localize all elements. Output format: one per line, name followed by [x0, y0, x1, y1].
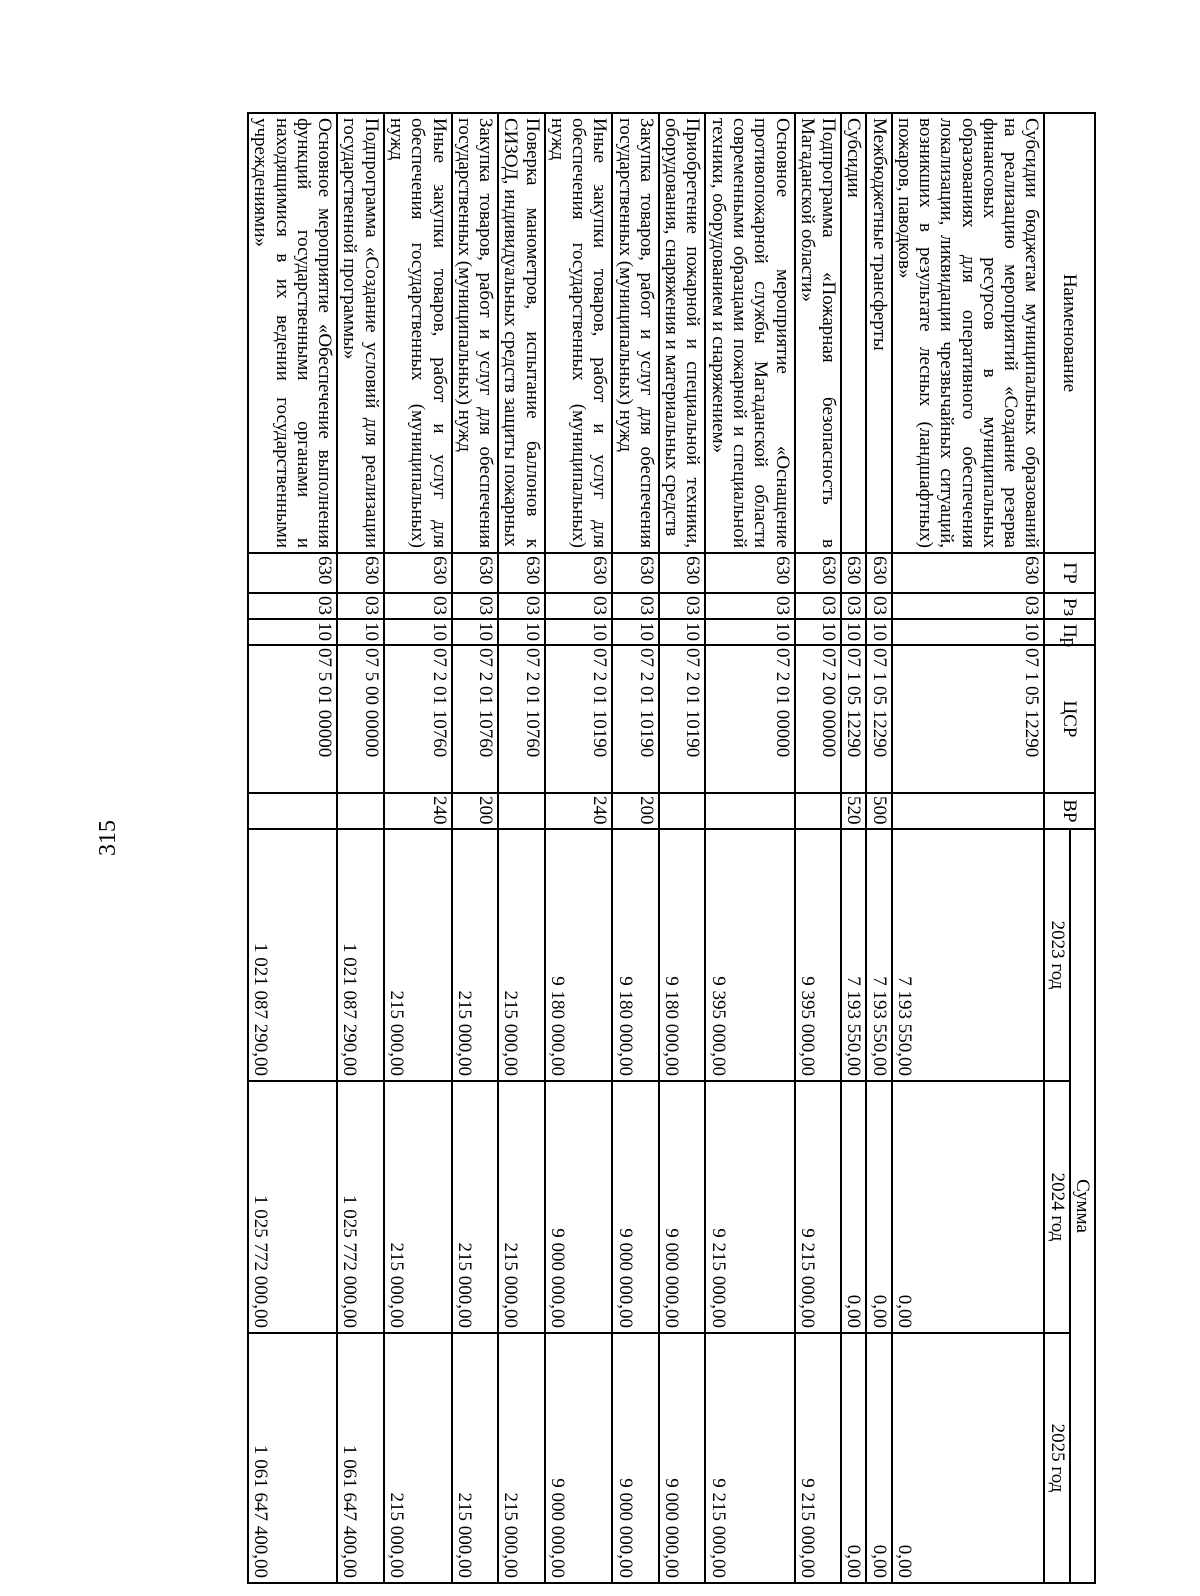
cell-pr: 10 — [795, 619, 842, 645]
table-row — [545, 113, 613, 1583]
cell-rz: 03 — [795, 593, 842, 619]
cell-pr: 10 — [498, 619, 545, 645]
cell-rz: 03 — [545, 593, 613, 619]
cell-gr: 630 — [384, 553, 452, 593]
cell-pr: 10 — [866, 619, 891, 645]
cell-rz: 03 — [498, 593, 545, 619]
cell-name: Субсидии бюджетам муниципальных образований на реализацию мероприятий «Создание резерва финансовых ресурсов в муниципальных образованиях для оперативного обеспечения локализации, ликвидации чрезвычайных ситуаций, возникших в результате лесных (ландшафтных) пожаров, паводков» — [892, 113, 1045, 553]
cell-csr: 07 5 01 00000 — [248, 645, 337, 793]
table-row — [384, 113, 452, 1583]
cell-2025: 0,00 — [892, 1333, 1045, 1583]
table-row — [337, 113, 384, 1583]
cell-vr — [337, 793, 384, 829]
cell-csr: 07 1 05 12290 — [866, 645, 891, 793]
cell-2024: 0,00 — [841, 1081, 866, 1333]
cell-rz: 03 — [892, 593, 1045, 619]
table-row — [841, 113, 866, 1583]
table-body — [248, 113, 1044, 1583]
cell-2024: 1 025 772 000,00 — [248, 1081, 337, 1333]
cell-csr: 07 2 00 00000 — [795, 645, 842, 793]
cell-pr: 10 — [545, 619, 613, 645]
cell-2024: 9 000 000,00 — [545, 1081, 613, 1333]
cell-vr — [248, 793, 337, 829]
cell-vr — [795, 793, 842, 829]
cell-rz: 03 — [248, 593, 337, 619]
cell-vr: 520 — [841, 793, 866, 829]
cell-csr: 07 2 01 10190 — [659, 645, 706, 793]
cell-2025: 0,00 — [866, 1333, 891, 1583]
cell-pr: 10 — [384, 619, 452, 645]
cell-gr: 630 — [659, 553, 706, 593]
cell-name: Приобретение пожарной и специальной техники, оборудования, снаряжения и материальных средств — [659, 113, 706, 553]
cell-gr: 630 — [545, 553, 613, 593]
header-sum: Сумма — [1070, 829, 1095, 1583]
cell-2023: 9 395 000,00 — [705, 829, 794, 1081]
table-row — [659, 113, 706, 1583]
cell-2023: 7 193 550,00 — [841, 829, 866, 1081]
cell-gr: 630 — [337, 553, 384, 593]
cell-vr: 240 — [384, 793, 452, 829]
header-2024: 2024 год — [1044, 1081, 1069, 1333]
cell-pr: 10 — [705, 619, 794, 645]
cell-pr: 10 — [337, 619, 384, 645]
table-row — [866, 113, 891, 1583]
header-name: Наименование — [1044, 113, 1095, 553]
cell-csr: 07 2 01 10760 — [384, 645, 452, 793]
cell-csr: 07 2 01 10760 — [498, 645, 545, 793]
cell-vr: 200 — [452, 793, 499, 829]
table-row — [892, 113, 1045, 1583]
cell-2024: 215 000,00 — [498, 1081, 545, 1333]
cell-csr: 07 1 05 12290 — [841, 645, 866, 793]
cell-2025: 1 061 647 400,00 — [337, 1333, 384, 1583]
cell-rz: 03 — [841, 593, 866, 619]
cell-2023: 9 395 000,00 — [795, 829, 842, 1081]
cell-2025: 0,00 — [841, 1333, 866, 1583]
cell-rz: 03 — [384, 593, 452, 619]
cell-2025: 215 000,00 — [498, 1333, 545, 1583]
table-row — [705, 113, 794, 1583]
cell-2025: 9 000 000,00 — [612, 1333, 659, 1583]
cell-pr: 10 — [841, 619, 866, 645]
cell-2024: 9 000 000,00 — [659, 1081, 706, 1333]
cell-rz: 03 — [659, 593, 706, 619]
cell-2024: 0,00 — [892, 1081, 1045, 1333]
cell-2023: 215 000,00 — [452, 829, 499, 1081]
cell-vr: 240 — [545, 793, 613, 829]
cell-2024: 9 215 000,00 — [705, 1081, 794, 1333]
cell-rz: 03 — [612, 593, 659, 619]
cell-2024: 0,00 — [866, 1081, 891, 1333]
cell-rz: 03 — [866, 593, 891, 619]
header-gr: ГР — [1044, 553, 1095, 593]
table-row — [498, 113, 545, 1583]
cell-2023: 9 180 000,00 — [659, 829, 706, 1081]
table-row — [452, 113, 499, 1583]
cell-vr — [659, 793, 706, 829]
cell-csr: 07 2 01 10190 — [545, 645, 613, 793]
cell-name: Основное мероприятие «Обеспечение выполнения функций государственными органами и находящимися в их ведении государственными учреждениями» — [248, 113, 337, 553]
cell-2025: 9 215 000,00 — [705, 1333, 794, 1583]
cell-2025: 215 000,00 — [452, 1333, 499, 1583]
cell-name: Иные закупки товаров, работ и услуг для обеспечения государственных (муниципальных) нужд — [545, 113, 613, 553]
table-row — [795, 113, 842, 1583]
header-rz: Рз — [1044, 593, 1095, 619]
cell-name: Субсидии — [841, 113, 866, 553]
cell-2025: 9 000 000,00 — [659, 1333, 706, 1583]
cell-gr: 630 — [248, 553, 337, 593]
rotated-table-container — [164, 112, 1096, 1582]
cell-csr: 07 2 01 10760 — [452, 645, 499, 793]
cell-pr: 10 — [612, 619, 659, 645]
cell-2024: 9 000 000,00 — [612, 1081, 659, 1333]
header-csr: ЦСР — [1044, 645, 1095, 793]
cell-2024: 215 000,00 — [452, 1081, 499, 1333]
cell-2023: 7 193 550,00 — [866, 829, 891, 1081]
cell-name: Межбюджетные трансферты — [866, 113, 891, 553]
table-row — [612, 113, 659, 1583]
cell-2024: 9 215 000,00 — [795, 1081, 842, 1333]
cell-rz: 03 — [337, 593, 384, 619]
cell-csr: 07 2 01 00000 — [705, 645, 794, 793]
cell-2024: 215 000,00 — [384, 1081, 452, 1333]
cell-vr: 200 — [612, 793, 659, 829]
cell-csr: 07 1 05 12290 — [892, 645, 1045, 793]
cell-2023: 1 021 087 290,00 — [337, 829, 384, 1081]
cell-2023: 215 000,00 — [498, 829, 545, 1081]
cell-vr — [705, 793, 794, 829]
cell-name: Подпрограмма «Пожарная безопасность в Магаданской области» — [795, 113, 842, 553]
cell-gr: 630 — [612, 553, 659, 593]
cell-rz: 03 — [705, 593, 794, 619]
table-row — [248, 113, 337, 1583]
cell-name: Закупка товаров, работ и услуг для обеспечения государственных (муниципальных) нужд — [452, 113, 499, 553]
cell-2023: 215 000,00 — [384, 829, 452, 1081]
page-number: 315 — [94, 820, 121, 856]
cell-2023: 1 021 087 290,00 — [248, 829, 337, 1081]
table-header — [1044, 113, 1095, 1583]
cell-gr: 630 — [498, 553, 545, 593]
header-2025: 2025 год — [1044, 1333, 1069, 1583]
cell-rz: 03 — [452, 593, 499, 619]
cell-vr — [892, 793, 1045, 829]
cell-gr: 630 — [452, 553, 499, 593]
cell-pr: 10 — [452, 619, 499, 645]
budget-table — [247, 112, 1096, 1584]
cell-2024: 1 025 772 000,00 — [337, 1081, 384, 1333]
cell-gr: 630 — [866, 553, 891, 593]
cell-name: Подпрограмма «Создание условий для реализации государственной программы» — [337, 113, 384, 553]
cell-2025: 1 061 647 400,00 — [248, 1333, 337, 1583]
cell-name: Иные закупки товаров, работ и услуг для обеспечения государственных (муниципальных) нужд — [384, 113, 452, 553]
cell-2025: 215 000,00 — [384, 1333, 452, 1583]
cell-vr — [498, 793, 545, 829]
header-2023: 2023 год — [1044, 829, 1069, 1081]
cell-csr: 07 2 01 10190 — [612, 645, 659, 793]
header-vr: ВР — [1044, 793, 1095, 829]
cell-gr: 630 — [841, 553, 866, 593]
header-pr: Пр — [1044, 619, 1095, 645]
cell-name: Основное мероприятие «Оснащение противопожарной службы Магаданской области современными образцами пожарной и специальной техники, оборудованием и снаряжением» — [705, 113, 794, 553]
cell-name: Закупка товаров, работ и услуг для обеспечения государственных (муниципальных) нужд — [612, 113, 659, 553]
cell-csr: 07 5 00 00000 — [337, 645, 384, 793]
cell-2023: 9 180 000,00 — [545, 829, 613, 1081]
cell-gr: 630 — [795, 553, 842, 593]
cell-2023: 7 193 550,00 — [892, 829, 1045, 1081]
cell-pr: 10 — [892, 619, 1045, 645]
cell-pr: 10 — [659, 619, 706, 645]
cell-vr: 500 — [866, 793, 891, 829]
cell-2023: 9 180 000,00 — [612, 829, 659, 1081]
cell-name: Поверка манометров, испытание баллонов к СИЗОД, индивидуальных средств защиты пожарных — [498, 113, 545, 553]
cell-2025: 9 000 000,00 — [545, 1333, 613, 1583]
cell-gr: 630 — [705, 553, 794, 593]
cell-2025: 9 215 000,00 — [795, 1333, 842, 1583]
cell-pr: 10 — [248, 619, 337, 645]
cell-gr: 630 — [892, 553, 1045, 593]
